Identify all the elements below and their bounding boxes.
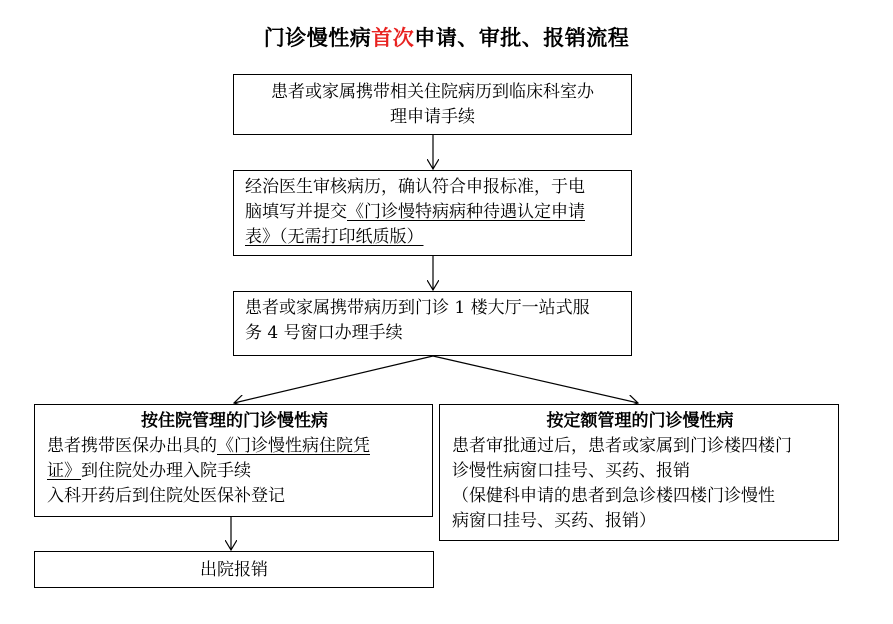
arrow-step3-to-quota	[433, 356, 638, 403]
inpatient-line2-plain: 到住院处办理入院手续	[81, 461, 251, 481]
step-apply-at-clinic	[233, 74, 632, 135]
step1-line1: 患者或家属携带相关住院病历到临床科室办	[271, 82, 594, 102]
page-title	[0, 22, 893, 52]
title-part1: 门诊慢性病	[263, 25, 372, 50]
step-service-window	[233, 291, 632, 356]
inpatient-line1-plain: 患者携带医保办出具的	[47, 436, 217, 456]
branch-inpatient-heading: 按住院管理的门诊慢性病	[141, 411, 328, 431]
inpatient-voucher-title: 《门诊慢性病住院凭	[217, 436, 370, 456]
discharge-label: 出院报销	[200, 560, 268, 580]
step1-line2: 理申请手续	[390, 107, 475, 127]
title-part2: 申请、审批、报销流程	[414, 25, 630, 50]
title-highlight: 首次	[371, 25, 415, 50]
inpatient-line3: 入科开药后到住院处医保补登记	[47, 486, 285, 506]
quota-line2: 诊慢性病窗口挂号、买药、报销	[452, 461, 690, 481]
step2-line2-plain: 脑填写并提交	[245, 202, 347, 222]
application-form-title: 《门诊慢特病病种待遇认定申请	[347, 202, 585, 222]
quota-line4: 病窗口挂号、买药、报销）	[452, 511, 656, 531]
quota-line3: （保健科申请的患者到急诊楼四楼门诊慢性	[452, 486, 775, 506]
step3-line1: 患者或家属携带病历到门诊 1 楼大厅一站式服	[245, 298, 590, 318]
quota-line1: 患者审批通过后，患者或家属到门诊楼四楼门	[452, 436, 792, 456]
branch-quota-management	[439, 404, 839, 541]
step3-line2: 务 4 号窗口办理手续	[245, 323, 403, 343]
step-doctor-review	[233, 170, 632, 256]
application-form-title-cont: 表》（无需打印纸质版）	[245, 227, 424, 247]
branch-inpatient-management	[34, 404, 433, 517]
branch-quota-heading: 按定额管理的门诊慢性病	[546, 411, 734, 431]
step2-line1: 经治医生审核病历，确认符合申报标准，于电	[245, 177, 585, 197]
arrow-step3-to-inpatient	[234, 356, 433, 403]
inpatient-voucher-title-cont: 证》	[47, 461, 81, 481]
step-discharge-reimbursement	[34, 551, 434, 588]
